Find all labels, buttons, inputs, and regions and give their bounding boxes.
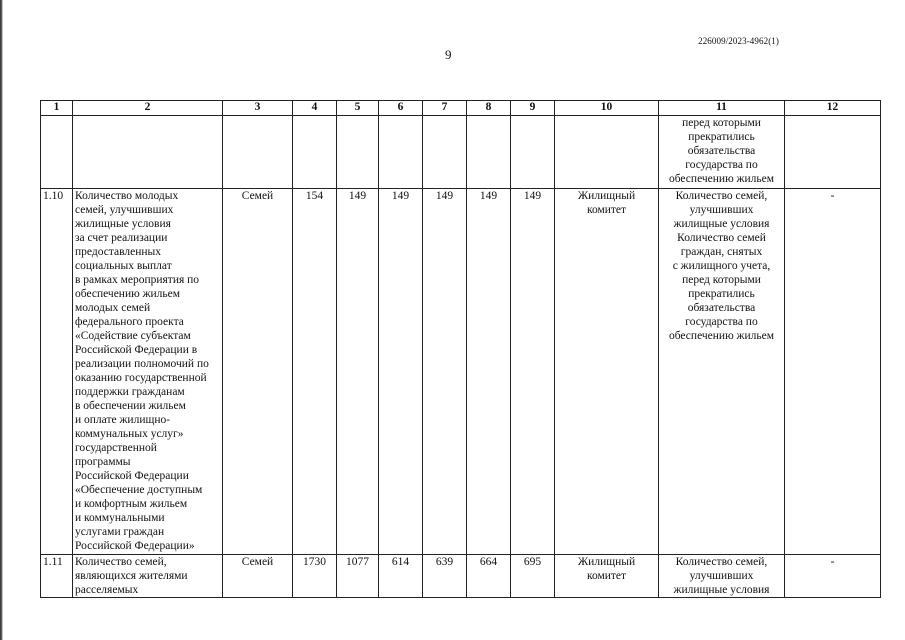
document-number: 226009/2023-4962(1)	[698, 36, 779, 46]
column-header: 6	[379, 101, 423, 116]
table-header-row	[41, 101, 881, 116]
note-cell: -	[785, 189, 881, 555]
column-header: 4	[293, 101, 337, 116]
value-cell: 1730	[293, 555, 337, 598]
value-cell: 149	[379, 189, 423, 555]
indicator-name: Количество семей, являющихся жителями расселяемых	[73, 555, 223, 598]
column-header: 1	[41, 101, 73, 116]
column-header: 12	[785, 101, 881, 116]
table-row	[41, 116, 881, 189]
unit-cell: Семей	[223, 555, 293, 598]
value-cell	[467, 116, 511, 189]
value-cell: 154	[293, 189, 337, 555]
page-number: 9	[445, 47, 452, 62]
row-number: 1.10	[41, 189, 73, 555]
value-cell: 149	[423, 189, 467, 555]
value-cell	[337, 116, 379, 189]
column-header: 7	[423, 101, 467, 116]
indicator-name: Количество молодых семей, улучшивших жилищные условия за счет реализации предоставленных социальных выплат в рамках мероприятия по обеспечению жильем молодых семей федерального проекта «Содействие субъектам Российской Федерации в реализации полномочий по оказанию государственной поддержки гражданам в обеспечении жильем и оплате жилищно- коммунальных услуг» государственной программы Российской Федерации «Обеспечение доступным и комфортным жильем и коммунальными услугами граждан Российской Федерации»	[73, 189, 223, 555]
value-cell	[379, 116, 423, 189]
value-cell: 639	[423, 555, 467, 598]
value-cell	[511, 116, 555, 189]
indicator-calc-cell: Количество семей, улучшивших жилищные условия	[659, 555, 785, 598]
unit-cell	[223, 116, 293, 189]
value-cell: 664	[467, 555, 511, 598]
scan-edge	[0, 0, 3, 640]
row-number: 1.11	[41, 555, 73, 598]
table-row	[41, 555, 881, 598]
value-cell: 614	[379, 555, 423, 598]
column-header: 2	[73, 101, 223, 116]
value-cell: 1077	[337, 555, 379, 598]
responsible-cell	[555, 116, 659, 189]
value-cell: 149	[511, 189, 555, 555]
value-cell: 149	[337, 189, 379, 555]
column-header: 5	[337, 101, 379, 116]
unit-cell: Семей	[223, 189, 293, 555]
responsible-cell: Жилищный комитет	[555, 189, 659, 555]
indicator-calc-cell: Количество семей, улучшивших жилищные условия Количество семей граждан, снятых с жилищного учета, перед которыми прекратились обязательства государства по обеспечению жильем	[659, 189, 785, 555]
row-number	[41, 116, 73, 189]
indicator-name	[73, 116, 223, 189]
column-header: 3	[223, 101, 293, 116]
column-header: 11	[659, 101, 785, 116]
indicators-table	[40, 100, 881, 598]
value-cell	[293, 116, 337, 189]
value-cell: 695	[511, 555, 555, 598]
value-cell	[423, 116, 467, 189]
table-row	[41, 189, 881, 555]
note-cell: -	[785, 555, 881, 598]
responsible-cell: Жилищный комитет	[555, 555, 659, 598]
column-header: 8	[467, 101, 511, 116]
column-header: 9	[511, 101, 555, 116]
column-header: 10	[555, 101, 659, 116]
value-cell: 149	[467, 189, 511, 555]
note-cell	[785, 116, 881, 189]
indicator-calc-cell: перед которыми прекратились обязательства государства по обеспечению жильем	[659, 116, 785, 189]
